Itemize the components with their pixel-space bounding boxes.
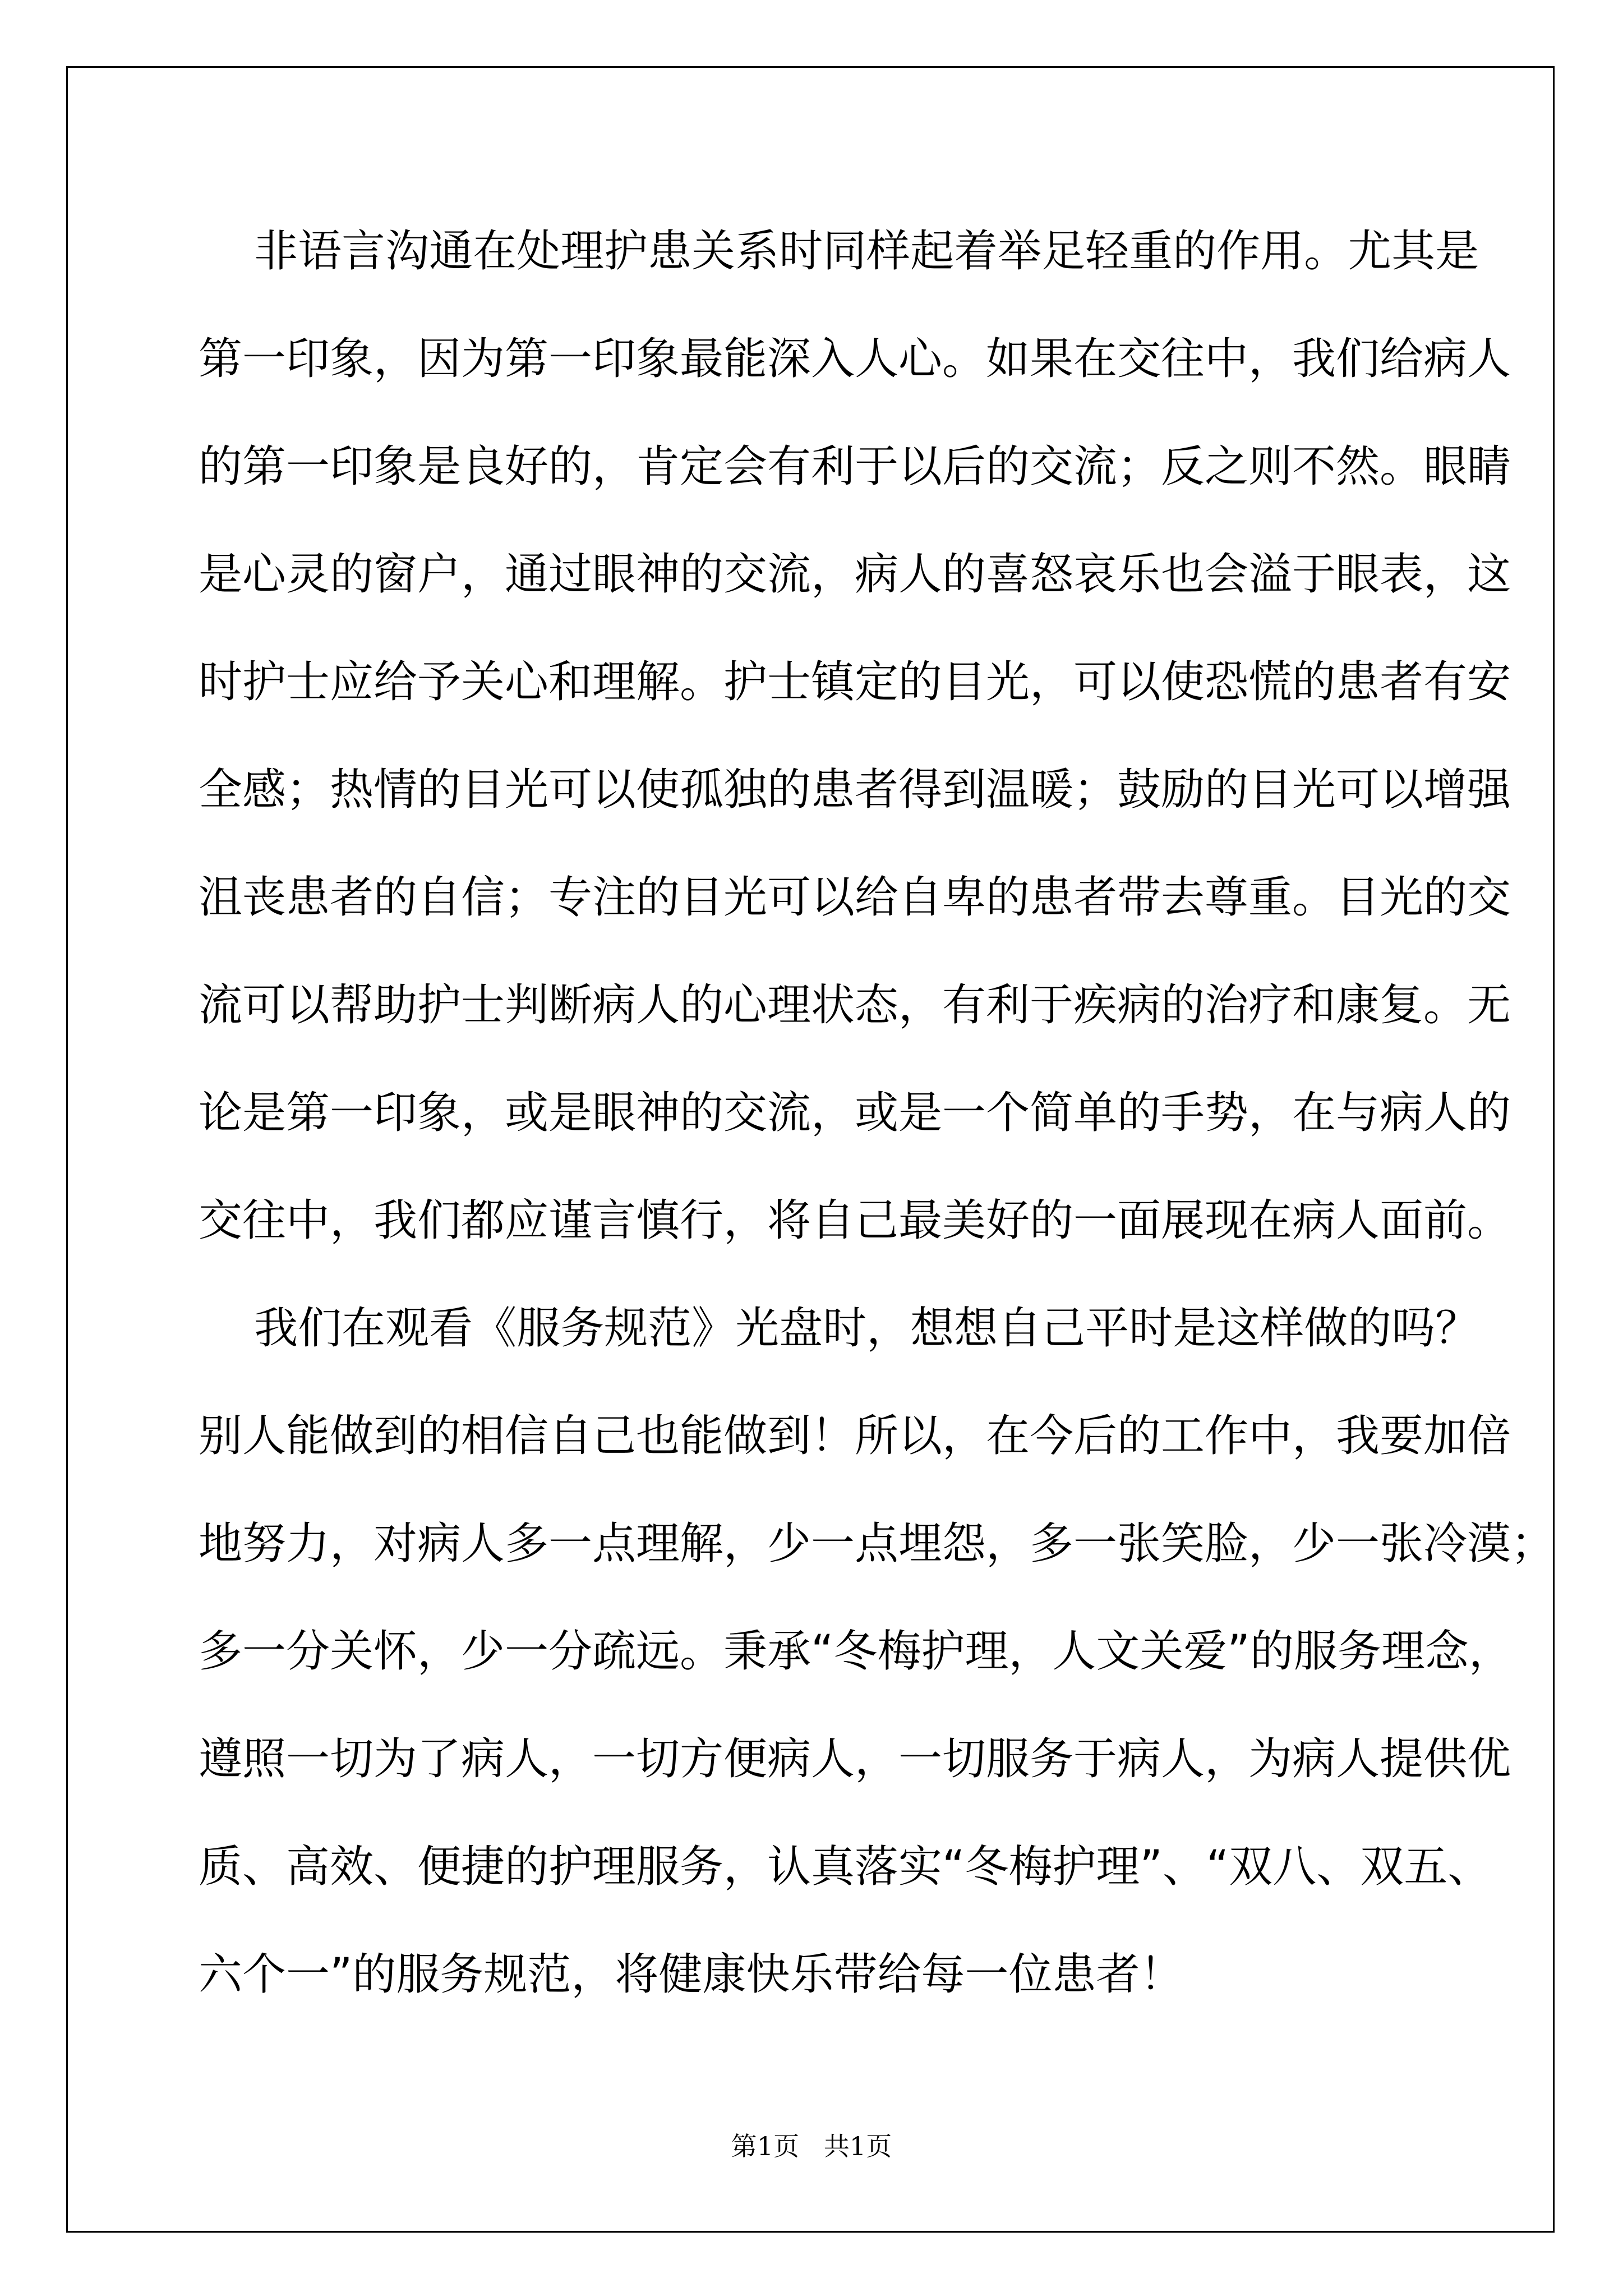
paragraph-2-line-4: 多一分关怀，少一分疏远。秉承“冬梅护理，人文关爱”的服务理念，	[199, 1626, 1513, 1677]
paragraph-1-line-5: 时护士应给予关心和理解。护士镇定的目光，可以使恐慌的患者有安	[199, 657, 1511, 707]
paragraph-1-line-10: 交往中，我们都应谨言慎行，将自己最美好的一面展现在病人面前。	[199, 1195, 1511, 1246]
paragraph-2-line-7: 六个一”的服务规范，将健康快乐带给每一位患者！	[199, 1949, 1184, 2000]
paragraph-1-line-9: 论是第一印象，或是眼神的交流，或是一个简单的手势，在与病人的	[199, 1088, 1511, 1138]
paragraph-1-line-7: 沮丧患者的自信；专注的目光可以给自卑的患者带去尊重。目光的交	[199, 872, 1511, 923]
paragraph-2-line-3: 地努力，对病人多一点理解，少一点埋怨，多一张笑脸，少一张冷漠；	[199, 1519, 1555, 1569]
paragraph-2-line-5: 遵照一切为了病人，一切方便病人，一切服务于病人，为病人提供优	[199, 1734, 1511, 1784]
paragraph-1-line-2: 第一印象，因为第一印象最能深入人心。如果在交往中，我们给病人	[199, 334, 1511, 384]
paragraph-2-line-1: 我们在观看《服务规范》光盘时，想想自己平时是这样做的吗？	[199, 1303, 1479, 1354]
paragraph-2-line-2: 别人能做到的相信自己也能做到！所以，在今后的工作中，我要加倍	[199, 1411, 1511, 1461]
paragraph-2-line-6: 质、高效、便捷的护理服务，认真落实“冬梅护理”、“双八、双五、	[199, 1842, 1492, 1892]
paragraph-1-line-8: 流可以帮助护士判断病人的心理状态，有利于疾病的治疗和康复。无	[199, 980, 1511, 1030]
paragraph-1-line-1: 非语言沟通在处理护患关系时同样起着举足轻重的作用。尤其是	[199, 226, 1479, 277]
paragraph-1-line-4: 是心灵的窗户，通过眼神的交流，病人的喜怒哀乐也会溢于眼表，这	[199, 549, 1511, 600]
paragraph-1-line-3: 的第一印象是良好的，肯定会有利于以后的交流；反之则不然。眼睛	[199, 441, 1511, 492]
page-number-footer: 第1页 共1页	[731, 2131, 892, 2161]
paragraph-1-line-6: 全感；热情的目光可以使孤独的患者得到温暖；鼓励的目光可以增强	[199, 765, 1511, 815]
